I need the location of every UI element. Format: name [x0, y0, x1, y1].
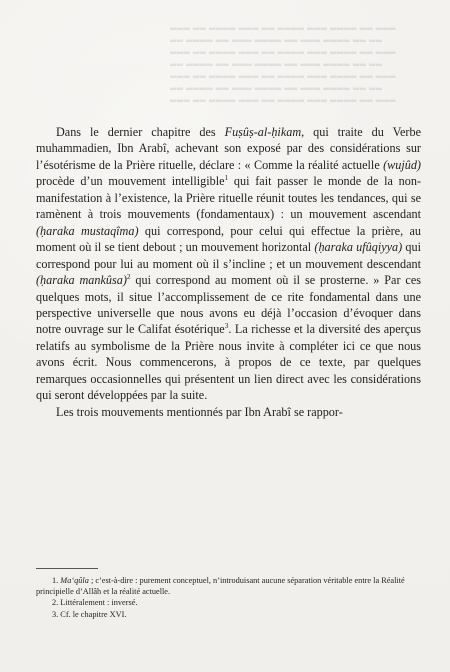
footnote-marker-2: 2: [126, 272, 131, 282]
footnote-1-term: Ma‘qûla: [60, 576, 89, 585]
footnote-1-number: 1.: [52, 576, 61, 585]
bleed-through-text: ▂▂▂ ▂▂ ▂▂▂▂ ▂▂▂ ▂▂ ▂▂▂▂ ▂▂▂ ▂▂▂▂ ▂▂ ▂▂▂ ▂▂ ▂▂▂▂ ▂▂ ▂▂▂ ▂▂▂▂ ▂▂ ▂▂▂ ▂▂▂▂ ▂▂ ▂▂ ▂▂▂ ▂▂ ▂▂▂▂ ▂▂▂ ▂▂ ▂▂▂▂ ▂▂▂ ▂▂▂▂ ▂▂ ▂▂▂ ▂▂ ▂▂▂▂ ▂▂ ▂▂▂ ▂▂▂▂ ▂▂ ▂▂▂ ▂▂▂▂ ▂▂ ▂▂ ▂▂▂ ▂▂ ▂▂▂▂ ▂▂▂ ▂▂ ▂▂▂▂ ▂▂▂ ▂▂▂▂ ▂▂ ▂▂▂ ▂▂ ▂▂▂▂ ▂▂ ▂▂▂ ▂▂▂▂ ▂▂ ▂▂▂ ▂▂▂▂ ▂▂ ▂▂ ▂▂▂ ▂▂ ▂▂▂▂ ▂▂▂ ▂▂ ▂▂▂▂ ▂▂▂ ▂▂▂▂ ▂▂ ▂▂▂: [170, 21, 396, 102]
footnote-marker-1: 1: [224, 173, 229, 183]
footnote-1-text: ; c’est-à-dire : purement conceptuel, n’introduisant aucune séparation véritable entre la Réalité principielle d’Allâh et la réalité actuelle.: [36, 576, 405, 597]
p1-part-g: qui fait passer le monde de la non-manifestation à l’existence, la Prière rituelle réunit toutes les tendances, qui se ramènent à trois mouvements (fondamentaux) : un mouvement ascendant: [36, 174, 422, 222]
footnote-3: 3. Cf. le chapitre XVI.: [52, 609, 127, 619]
p1-part-h: (ḥaraka mustaqîma): [36, 223, 139, 238]
main-paragraph-1: [36, 124, 421, 404]
main-body-text: [36, 124, 421, 420]
p1-part-n: qui correspond au moment où il se prosterne. » Par ces quelques mots, il situe l’accomplissement de ce rite fondamental dans une perspective universelle que nous avons eu déjà l’occasion d’évoquer dans notre ouvrage sur le Califat ésotérique: [36, 273, 421, 337]
p1-part-i: qui correspond, pour celui qui effectue la prière, au moment où il se tient debout ; un mouvement horizontal: [36, 223, 421, 255]
p1-part-a: Dans le dernier chapitre des: [56, 125, 225, 139]
footnote-separator: [36, 568, 98, 569]
p1-part-d: (wujûd): [383, 157, 421, 172]
p1-part-b: Fuṣûṣ-al-ḥikam: [224, 125, 302, 139]
p1-part-e: procède d’un mouvement intelligible: [36, 174, 225, 189]
p1-part-c: , qui traite du Verbe muhammadien, Ibn Arabî, achevant son exposé par des considérations sur l’ésotérisme de la Prière rituelle, déclare : « Comme la réalité actuelle: [36, 125, 421, 172]
footnote-marker-3: 3: [224, 321, 229, 331]
p1-part-p: . La richesse et la diversité des aperçus relatifs au symbolisme de la Prière nous invite à compléter ici ce que nous avons écrit. Nous commencerons, à propos de ce texte, par quelques remarques occasionnelles qui présentent un lien direct avec les considérations qui seront développées par la suite.: [36, 322, 421, 403]
p1-part-j: (ḥaraka ufûqiyya): [314, 240, 403, 255]
main-paragraph-2: Les trois mouvements mentionnés par Ibn Arabî se rappor-: [56, 404, 343, 419]
footnote-1: [36, 575, 421, 597]
footnotes: [36, 575, 421, 620]
footnote-2: 2. Littéralement : inversé.: [52, 598, 138, 608]
p1-part-k: qui correspond pour lui au moment où il s’incline ; et un mouvement descendant: [36, 240, 421, 271]
p1-part-l: (ḥaraka mankûsa): [36, 273, 127, 288]
